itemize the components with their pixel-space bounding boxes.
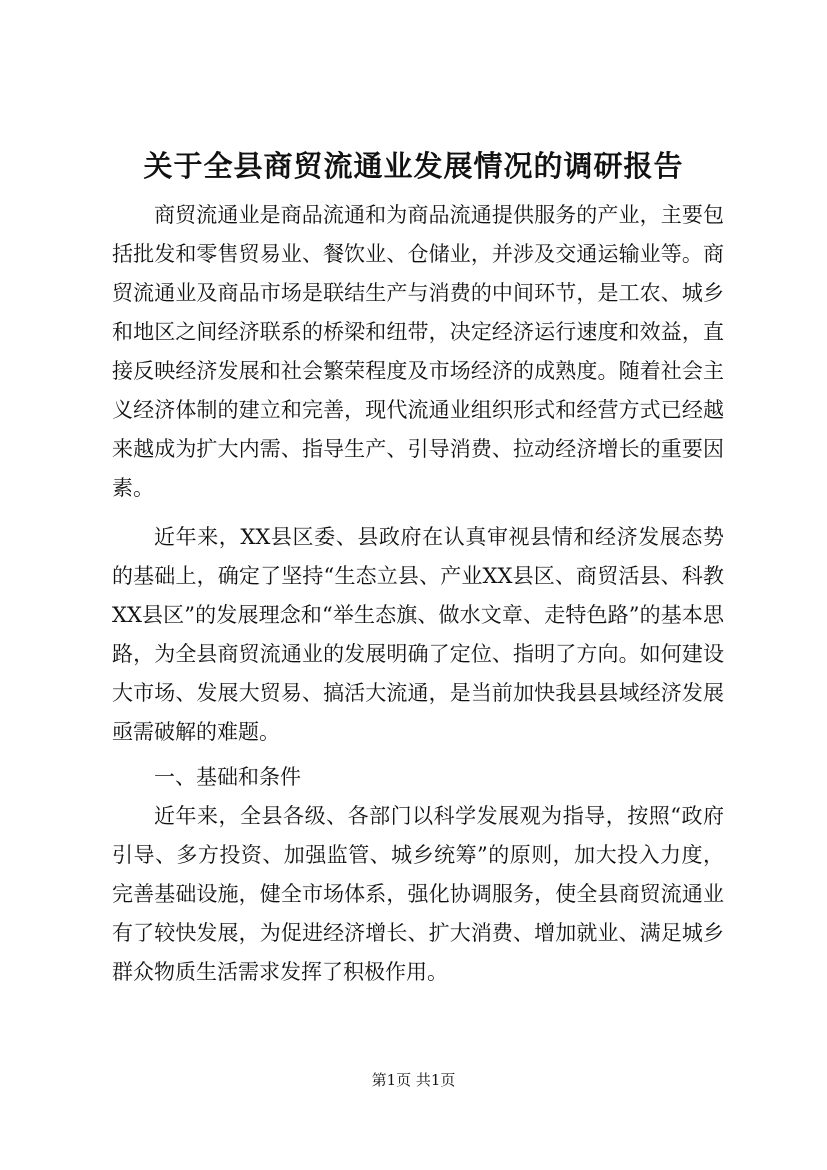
document-title: 关于全县商贸流通业发展情况的调研报告 — [143, 149, 684, 183]
page-footer: 第1页 共1页 — [371, 1071, 456, 1089]
paragraph-intro: 商贸流通业是商品流通和为商品流通提供服务的产业，主要包括批发和零售贸易业、餐饮业、仓储业，并涉及交通运输业等。商贸流通业及商品市场是联结生产与消费的中间环节，是工农、城乡和地区之间经济联系的桥梁和纽带，决定经济运行速度和效益，直接反映经济发展和社会繁荣程度及市场经济的成熟度。随着社会主义经济体制的建立和完善，现代流通业组织形式和经营方式已经越来越成为扩大内需、指导生产、引导消费、拉动经济增长的重要因素。 — [112, 203, 724, 500]
paragraph-development-ideas: 近年来，XX县区委、县政府在认真审视县情和经济发展态势的基础上，确定了坚持“生态立县、产业XX县区、商贸活县、科教XX县区”的发展理念和“举生态旗、做水文章、走特色路”的基本思路，为全县商贸流通业的发展明确了定位、指明了方向。如何建设大市场、发展大贸易、搞活大流通，是当前加快我县县域经济发展亟需破解的难题。 — [112, 525, 724, 744]
section-heading: 一、基础和条件 — [154, 765, 301, 789]
paragraph-foundation: 近年来，全县各级、各部门以科学发展观为指导，按照“政府引导、多方投资、加强监管、城乡统筹”的原则，加大投入力度，完善基础设施，健全市场体系，强化协调服务，使全县商贸流通业有了较快发展，为促进经济增长、扩大消费、增加就业、满足城乡群众物质生活需求发挥了积极作用。 — [112, 804, 724, 984]
document-body — [112, 196, 724, 992]
